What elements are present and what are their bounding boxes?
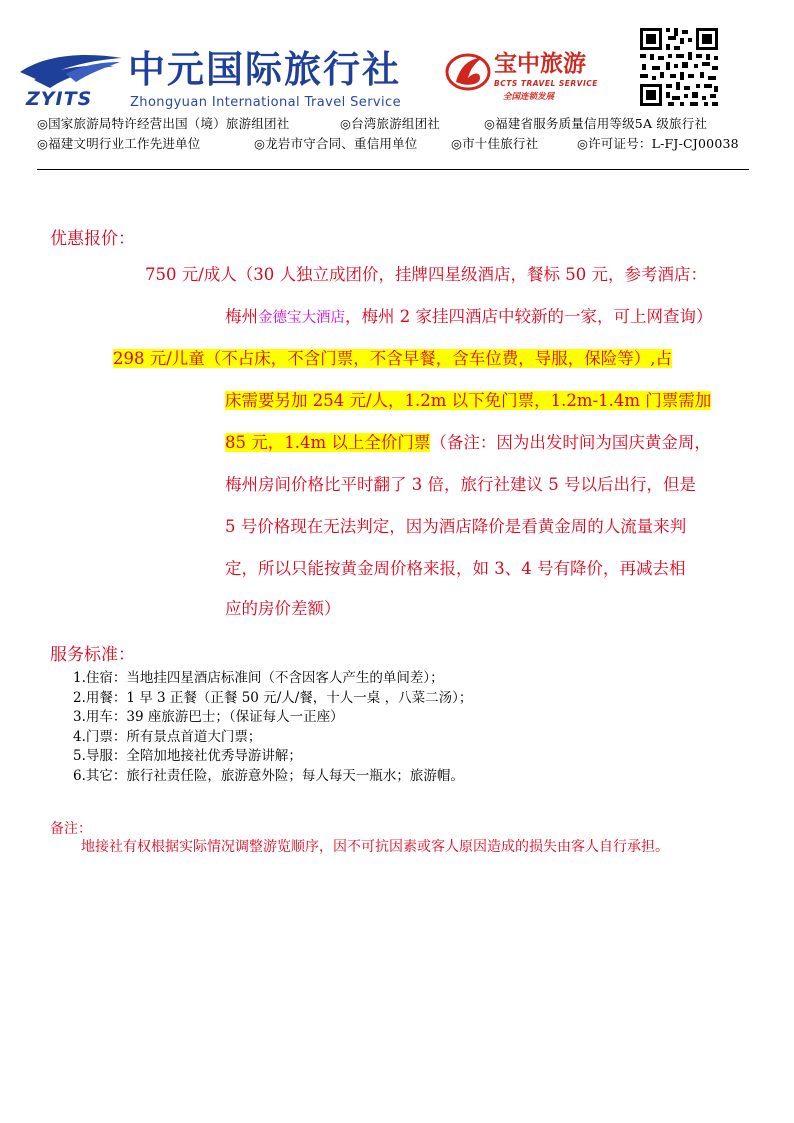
certification-item: ◎龙岩市守合同、重信用单位 <box>254 136 418 151</box>
list-item: 1.住宿：当地挂四星酒店标准间（不含因客人产生的单间差）； <box>73 670 444 686</box>
child-price-highlight: 85 元，1.4m 以上全价门票 <box>225 433 431 452</box>
child-price-line-4: 梅州房间价格比平时翻了 3 倍，旅行社建议 5 号以后出行，但是 <box>225 475 696 494</box>
adult-price-line-2 <box>225 306 713 329</box>
child-price-line-6: 定，所以只能按黄金周价格来报，如 3、4 号有降价，再减去相 <box>225 559 686 578</box>
list-item: 2.用餐：1 早 3 正餐（正餐 50 元/人/餐，十人一桌 ，八菜二汤）； <box>73 689 473 706</box>
certification-item: ◎国家旅游局特许经营出国（境）旅游组团社 <box>37 116 290 131</box>
list-item: 5.导服：全陪加地接社优秀导游讲解； <box>73 748 302 764</box>
notes-title: 备注： <box>50 821 92 837</box>
adult-price-line-1: 750 元/成人（30 人独立成团价，挂牌四星级酒店，餐标 50 元，参考酒店： <box>145 265 708 284</box>
child-price-line-3 <box>225 432 711 454</box>
zyits-logo <box>16 50 126 110</box>
bcts-logo-icon <box>444 52 492 92</box>
list-item: 4.门票：所有景点首道大门票； <box>73 728 262 745</box>
pricing-title: 优惠报价： <box>50 229 135 249</box>
zyits-wordmark: ZYITS <box>26 88 93 110</box>
qr-code-icon <box>638 26 720 108</box>
reference-hotel-name: 金德宝大酒店 <box>258 310 345 326</box>
brand-name-cn: 中元国际旅行社 <box>128 48 401 91</box>
partner-name-en: BCTS TRAVEL SERVICE <box>494 79 598 88</box>
certification-item: ◎福建文明行业工作先进单位 <box>37 136 201 151</box>
notes-body: 地接社有权根据实际情况调整游览顺序，因不可抗因素或客人原因造成的损失由客人自行承担。 <box>81 839 669 855</box>
brand-name-en: Zhongyuan International Travel Service <box>130 95 401 110</box>
zyits-swoosh-icon <box>16 50 126 92</box>
partner-name-cn: 宝中旅游 <box>494 51 586 77</box>
service-title: 服务标准： <box>50 645 135 665</box>
child-price-line-5: 5 号价格现在无法判定，因为酒店降价是看黄金周的人流量来判 <box>225 517 687 536</box>
certification-item: ◎台湾旅游组团社 <box>340 116 441 131</box>
certification-item: ◎市十佳旅行社 <box>451 136 539 151</box>
certification-item: ◎许可证号：L-FJ-CJ00038 <box>577 136 739 151</box>
child-price-line-7: 应的房价差额） <box>225 599 341 618</box>
partner-slogan: 全国连锁发展 <box>503 92 555 102</box>
certification-item: ◎福建省服务质量信用等级5A 级旅行社 <box>484 116 708 131</box>
adult-price-hotel-note: ，梅州 2 家挂四酒店中较新的一家，可上网查询） <box>345 307 713 326</box>
service-list <box>73 669 472 786</box>
child-price-highlight: 298 元/儿童（不占床，不含门票，不含早餐，含车位费，导服，保险等）,占 <box>113 349 673 368</box>
adult-price-city: 梅州 <box>225 307 258 326</box>
header-divider <box>37 169 749 170</box>
list-item: 6.其它：旅行社责任险，旅游意外险；每人每天一瓶水；旅游帽。 <box>73 767 464 784</box>
child-price-line-2 <box>225 390 711 412</box>
child-price-line-1 <box>113 348 672 370</box>
list-item: 3.用车：39 座旅游巴士；（保证每人一正座） <box>73 709 344 725</box>
child-price-highlight: 床需要另加 254 元/人，1.2m 以下免门票，1.2m-1.4m 门票需加 <box>225 391 712 410</box>
child-price-remark: （备注：因为出发时间为国庆黄金周， <box>430 433 711 452</box>
